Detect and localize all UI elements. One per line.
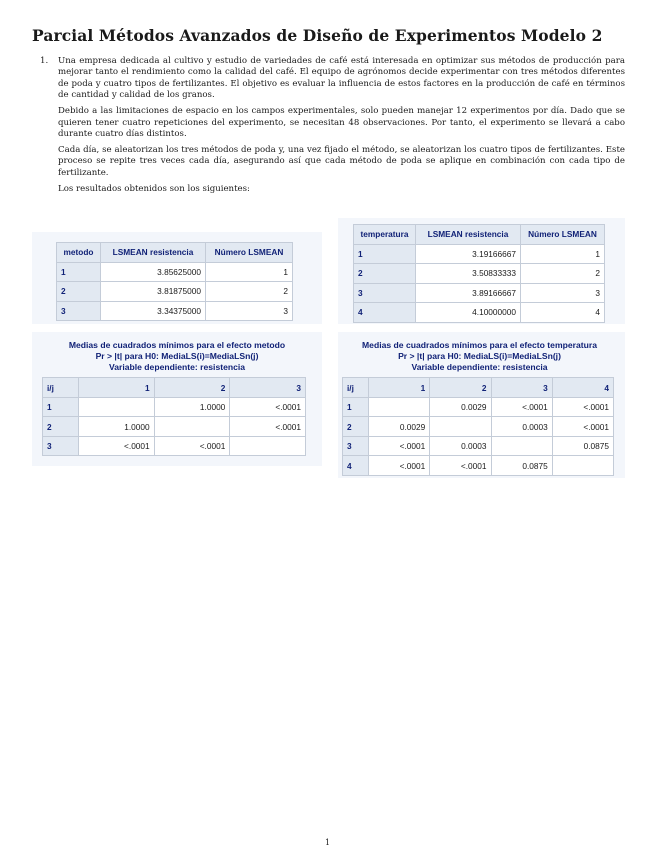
table-cell: <.0001	[230, 417, 306, 437]
row-header: 2	[57, 282, 101, 302]
table-cell: 1	[521, 244, 605, 264]
table-cell: <.0001	[79, 436, 155, 456]
table-cell: 1	[206, 262, 293, 282]
table-cell: <.0001	[154, 436, 230, 456]
lsmean-metodo-panel	[32, 232, 322, 324]
row-header: 4	[343, 456, 369, 476]
pvals-temperatura-table	[342, 377, 614, 476]
table-cell	[230, 436, 306, 456]
table-row	[343, 417, 614, 437]
caption-line: Medias de cuadrados mínimos para el efecto metodo	[68, 340, 286, 350]
table-cell: <.0001	[230, 397, 306, 417]
table-cell: 3.89166667	[416, 283, 521, 303]
paragraph: Debido a las limitaciones de espacio en los campos experimentales, solo pueden manejar 12 experimentos por día. Dado que se quieren tener cuatro repeticiones del experimento, se necesitan 48 observaciones. Por tanto, el experimento se llevará a cabo durante cuatro días distintos.	[58, 106, 625, 139]
table-cell: <.0001	[369, 456, 430, 476]
page-number: 1	[324, 838, 331, 847]
table-cell: 0.0029	[430, 397, 491, 417]
table-cell: 0.0003	[430, 436, 491, 456]
pvals-metodo-caption	[42, 336, 312, 377]
column-header: Número LSMEAN	[206, 243, 293, 263]
column-header: 3	[491, 378, 552, 398]
caption-line: Pr > |t| para H0: MediaLS(i)=MediaLSn(j)	[95, 350, 259, 361]
table-cell: 3	[521, 283, 605, 303]
column-header: 1	[79, 378, 155, 398]
caption-line: Variable dependiente: resistencia	[411, 361, 548, 372]
row-header: 1	[57, 262, 101, 282]
table-cell: 0.0029	[369, 417, 430, 437]
caption-line: Pr > |t| para H0: MediaLS(i)=MediaLSn(j)	[398, 350, 561, 361]
table-row	[57, 301, 293, 321]
row-header: 2	[354, 264, 416, 284]
row-header: 3	[43, 436, 79, 456]
caption-line: Variable dependiente: resistencia	[108, 361, 246, 372]
column-header: 1	[369, 378, 430, 398]
row-header: 3	[343, 436, 369, 456]
table-cell	[552, 456, 613, 476]
pvals-metodo-panel	[32, 332, 322, 466]
table-cell	[491, 436, 552, 456]
table-cell: <.0001	[552, 397, 613, 417]
table-cell	[154, 417, 230, 437]
table-cell	[369, 397, 430, 417]
table-cell: 1.0000	[154, 397, 230, 417]
problem-body	[58, 56, 625, 195]
row-header: 3	[354, 283, 416, 303]
item-number: 1.	[40, 56, 49, 66]
table-cell: 1.0000	[79, 417, 155, 437]
table-cell: 2	[521, 264, 605, 284]
row-header: 1	[354, 244, 416, 264]
lsmean-temperatura-panel	[338, 218, 625, 324]
row-header: 2	[43, 417, 79, 437]
table-cell: 4	[521, 303, 605, 323]
column-header: Número LSMEAN	[521, 225, 605, 245]
paragraph: Los resultados obtenidos son los siguientes:	[58, 183, 250, 194]
table-cell	[79, 397, 155, 417]
table-cell: 2	[206, 282, 293, 302]
column-header: 4	[552, 378, 613, 398]
lsmean-metodo-table	[56, 242, 293, 321]
problem-statement	[40, 56, 625, 199]
table-row	[57, 282, 293, 302]
table-row	[354, 303, 605, 323]
row-header: 1	[43, 397, 79, 417]
table-row	[354, 264, 605, 284]
table-cell: <.0001	[552, 417, 613, 437]
table-cell: 3	[206, 301, 293, 321]
column-header: LSMEAN resistencia	[101, 243, 206, 263]
table-cell: 4.10000000	[416, 303, 521, 323]
row-header: 2	[343, 417, 369, 437]
row-header: 1	[343, 397, 369, 417]
pvals-metodo-table	[42, 377, 306, 456]
table-row	[354, 283, 605, 303]
table-row	[343, 456, 614, 476]
column-header: metodo	[57, 243, 101, 263]
table-row	[43, 417, 306, 437]
column-header: i/j	[343, 378, 369, 398]
table-cell: 3.81875000	[101, 282, 206, 302]
paragraph: Cada día, se aleatorizan los tres métodos de poda y, una vez fijado el método, se aleatorizan los cuatro tipos de fertilizantes. Este proceso se repite tres veces cada día, asegurando así que cada método de poda se aplique en combinación con cada tipo de fertilizante.	[58, 144, 625, 178]
column-header: temperatura	[354, 225, 416, 245]
table-row	[343, 397, 614, 417]
column-header: 3	[230, 378, 306, 398]
table-cell: <.0001	[430, 456, 491, 476]
table-cell: 0.0875	[552, 436, 613, 456]
column-header: 2	[154, 378, 230, 398]
page-title: Parcial Métodos Avanzados de Diseño de Experimentos Modelo 2	[32, 26, 603, 45]
table-row	[354, 244, 605, 264]
table-cell: <.0001	[369, 436, 430, 456]
pvals-temperatura-caption	[342, 336, 617, 377]
table-cell: 3.34375000	[101, 301, 206, 321]
table-cell: 0.0003	[491, 417, 552, 437]
row-header: 3	[57, 301, 101, 321]
table-row	[57, 262, 293, 282]
caption-line: Medias de cuadrados mínimos para el efecto temperatura	[362, 340, 597, 350]
row-header: 4	[354, 303, 416, 323]
table-cell: <.0001	[491, 397, 552, 417]
pvals-temperatura-panel	[338, 332, 625, 478]
table-cell: 3.50833333	[416, 264, 521, 284]
paragraph: Una empresa dedicada al cultivo y estudio de variedades de café está interesada en optimizar sus métodos de producción para mejorar tanto el rendimiento como la calidad del café. El equipo de agrónomos decide experimentar con tres métodos diferentes de poda y cuatro tipos de fertilizantes. El objetivo es evaluar la influencia de estos factores en la producción de café en términos de cantidad y calidad de los granos.	[58, 56, 625, 101]
table-row	[43, 397, 306, 417]
column-header: LSMEAN resistencia	[416, 225, 521, 245]
table-row	[343, 436, 614, 456]
table-row	[43, 436, 306, 456]
column-header: 2	[430, 378, 491, 398]
table-cell: 3.19166667	[416, 244, 521, 264]
table-cell	[430, 417, 491, 437]
table-cell: 0.0875	[491, 456, 552, 476]
lsmean-temperatura-table	[353, 224, 605, 323]
column-header: i/j	[43, 378, 79, 398]
table-cell: 3.85625000	[101, 262, 206, 282]
